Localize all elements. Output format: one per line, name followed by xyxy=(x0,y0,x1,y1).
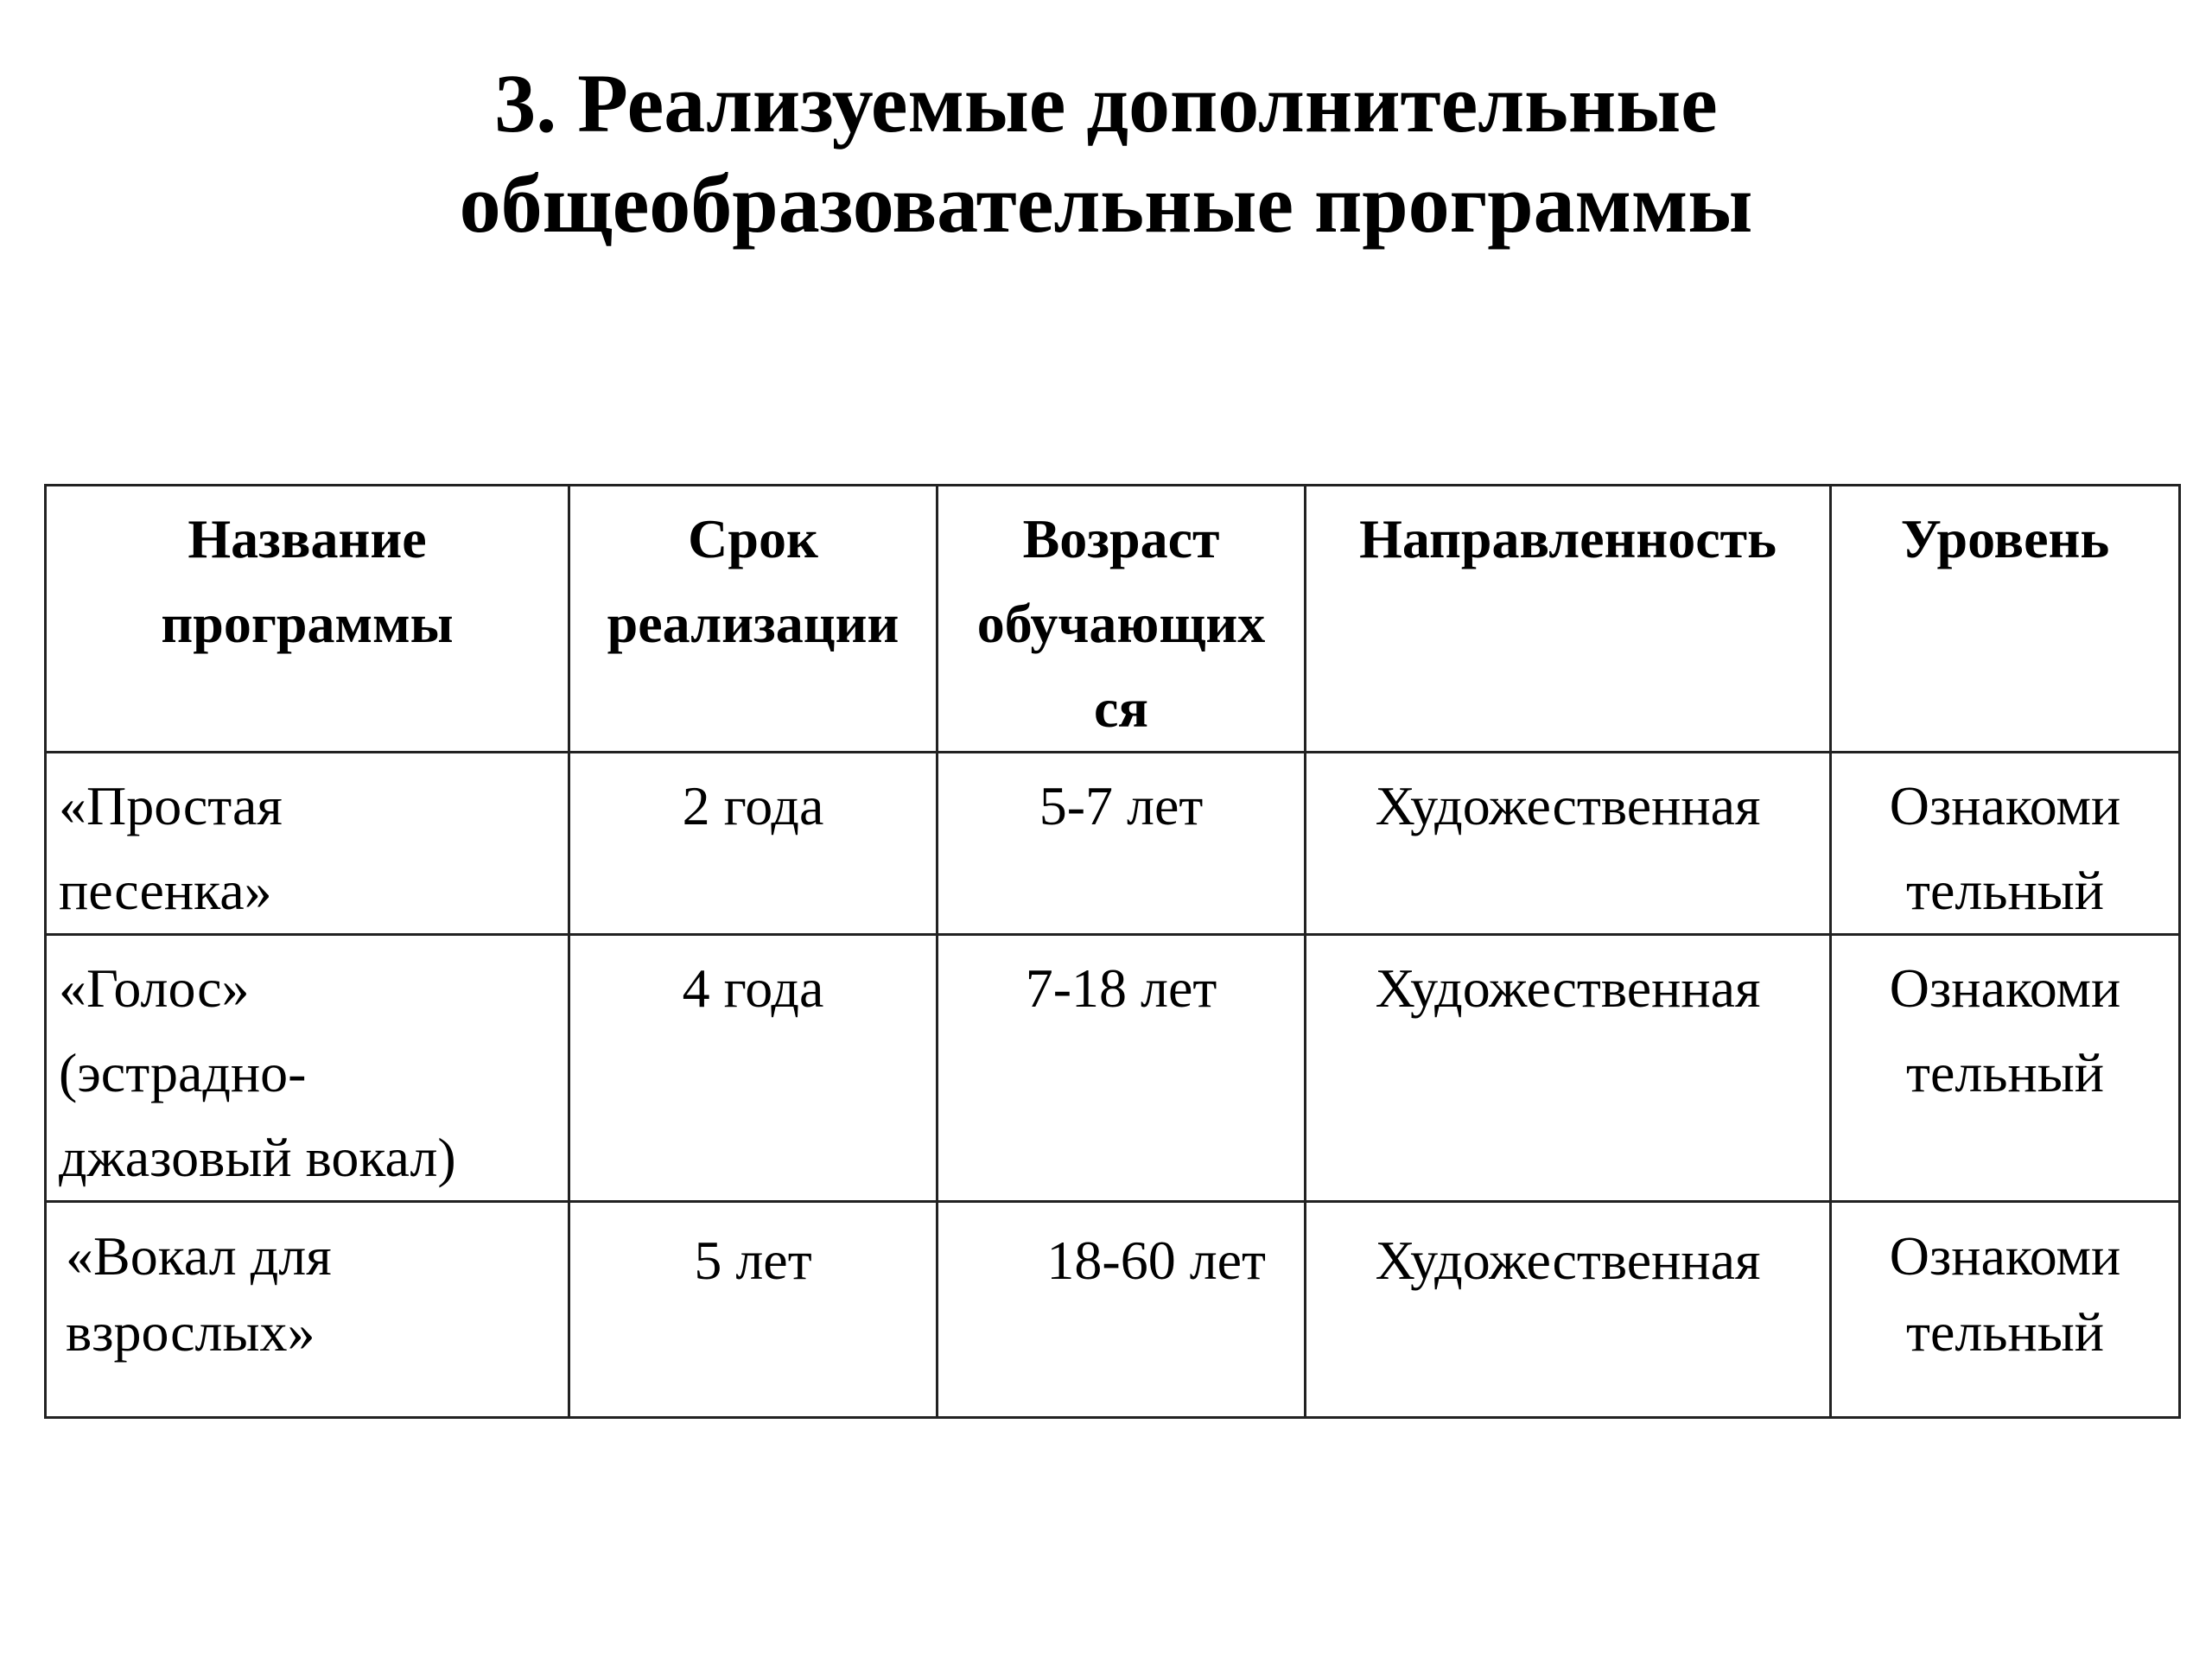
cell-term: 2 года xyxy=(569,753,938,935)
table-header-row xyxy=(46,486,2180,753)
cell-direction: Художественная xyxy=(1306,935,1831,1202)
cell-program-name: «Вокал для взрослых» xyxy=(46,1202,569,1418)
header-level: Уровень xyxy=(1831,486,2180,753)
cell-term: 4 года xyxy=(569,935,938,1202)
cell-direction: Художественная xyxy=(1306,753,1831,935)
cell-age: 7-18 лет xyxy=(938,935,1306,1202)
cell-age: 18-60 лет xyxy=(938,1202,1306,1418)
page-title-line-2: общеобразовательные программы xyxy=(459,157,1753,250)
page-title-line-1: 3. Реализуемые дополнительные xyxy=(494,57,1718,149)
cell-program-name: «Простая песенка» xyxy=(46,753,569,935)
cell-program-name: «Голос» (эстрадно- джазовый вокал) xyxy=(46,935,569,1202)
cell-direction: Художественная xyxy=(1306,1202,1831,1418)
header-direction: Направленность xyxy=(1306,486,1831,753)
header-term: Срок реализации xyxy=(569,486,938,753)
table-row xyxy=(46,935,2180,1202)
cell-term: 5 лет xyxy=(569,1202,938,1418)
programs-table xyxy=(44,484,2181,1419)
cell-level: Ознакоми тельный xyxy=(1831,1202,2180,1418)
page-title xyxy=(0,54,2212,254)
table-row xyxy=(46,1202,2180,1418)
table-row xyxy=(46,753,2180,935)
header-program-name: Название программы xyxy=(46,486,569,753)
header-age: Возраст обучающих ся xyxy=(938,486,1306,753)
cell-level: Ознакоми тельный xyxy=(1831,935,2180,1202)
cell-level: Ознакоми тельный xyxy=(1831,753,2180,935)
cell-age: 5-7 лет xyxy=(938,753,1306,935)
